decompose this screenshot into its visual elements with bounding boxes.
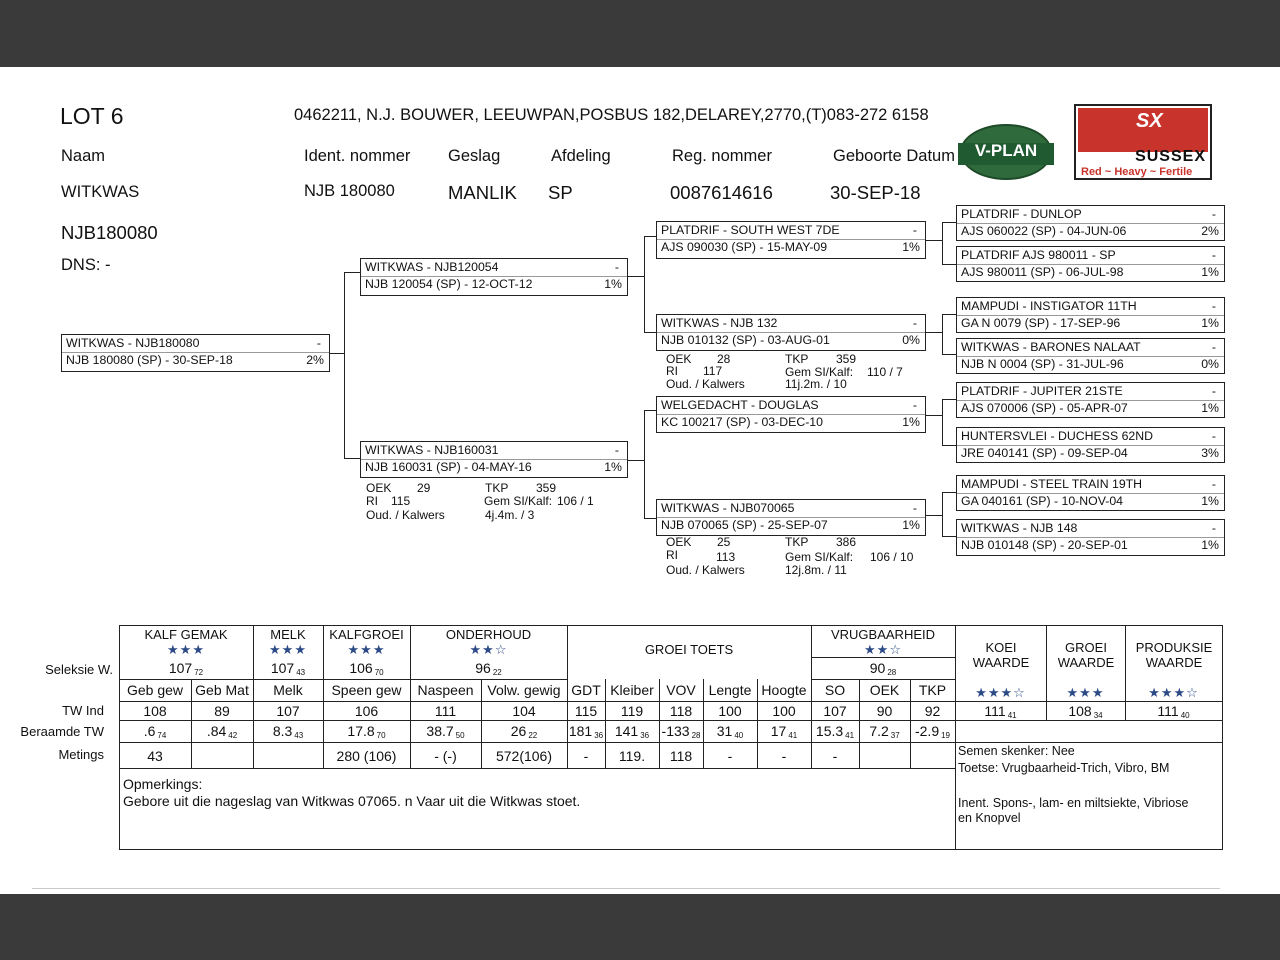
dns-value: DNS: - (61, 256, 111, 274)
beraamde-cell: 141 $_{36}$ (614, 723, 650, 740)
inent-line-2: en Knopvel (958, 811, 1021, 825)
pedigree-gen3-6: HUNTERSVLEI - DUCHESS 62ND - JRE 040141 (SP) - 09-SEP-04 3% (956, 427, 1225, 463)
pedigree-dam-dam: WITKWAS - NJB070065 - NJB 070065 (SP) - 25-SEP-07 1% (656, 499, 926, 536)
pedigree-gen3-2: PLATDRIF AJS 980011 - SP - AJS 980011 (SP) - 06-JUL-98 1% (956, 246, 1225, 282)
twind-cell: 107 (276, 703, 300, 719)
label-reg: Reg. nommer (672, 147, 772, 165)
pedigree-sire: WITKWAS - NJB120054 - NJB 120054 (SP) - 12-OCT-12 1% (360, 258, 628, 296)
col-header: Geb gew (126, 682, 184, 698)
divider (32, 888, 1220, 889)
beraamde-cell: 26 $_{22}$ (510, 723, 538, 740)
twind-cell: 92 (924, 703, 941, 719)
value-naam: WITKWAS (61, 183, 140, 201)
twind-cell: 107 (823, 703, 847, 719)
inent-line-1: Inent. Spons-, lam- en miltsiekte, Vibriose (958, 796, 1189, 810)
pedigree-gen3-8: WITKWAS - NJB 148 - NJB 010148 (SP) - 20-SEP-01 1% (956, 519, 1225, 556)
pedigree-gen3-3: MAMPUDI - INSTIGATOR 11TH - GA N 0079 (SP) - 17-SEP-96 1% (956, 297, 1225, 333)
beraamde-cell: 17.8 $_{70}$ (347, 723, 386, 740)
col-header: SO (824, 682, 846, 698)
col-header: Volw. gewig (487, 682, 561, 698)
seleksie-onderhoud: 96 $_{22}$ (475, 660, 502, 677)
metings-cell: - (583, 748, 589, 764)
beraamde-cell: 31 $_{40}$ (716, 723, 744, 740)
label-ident: Ident. nommer (304, 147, 411, 165)
twind-cell: 115 (574, 703, 598, 719)
label-afdeling: Afdeling (551, 147, 611, 165)
metings-cell: - (727, 748, 733, 764)
group-kalf-gemak: KALF GEMAK ★★★ (144, 627, 228, 657)
col-header: Melk (273, 682, 303, 698)
twind-cell: 106 (354, 703, 379, 719)
stars-produksie: ★★★☆ (1148, 685, 1199, 700)
group-melk: MELK ★★★ (269, 627, 307, 657)
label-geboorte: Geboorte Datum (833, 147, 955, 165)
opmerkings-text: Gebore uit die nageslag van Witkwas 07065. n Vaar uit die Witkwas stoet. (123, 793, 581, 809)
value-afdeling: SP (548, 182, 573, 203)
group-kalfgroei: KALFGROEI ★★★ (329, 627, 404, 657)
value-reg: 0087614616 (670, 182, 773, 203)
group-koei-waarde: KOEI WAARDE (972, 640, 1030, 670)
value-ident: NJB 180080 (304, 182, 395, 200)
seleksie-kalf-gemak: 107 $_{72}$ (168, 660, 204, 677)
beraamde-cell: .84 $_{42}$ (206, 723, 238, 740)
lot-number: LOT 6 (60, 103, 124, 129)
stars-groei: ★★★ (1066, 685, 1105, 700)
pedigree-dam-sire: WELGEDACHT - DOUGLAS - KC 100217 (SP) - 03-DEC-10 1% (656, 396, 926, 433)
twind-cell: 119 (620, 703, 644, 719)
metings-cell: 118 (669, 748, 693, 764)
metings-cell: 43 (147, 748, 163, 764)
beraamde-cell: 38.7 $_{50}$ (426, 723, 465, 740)
beraamde-cell: 8.3 $_{43}$ (272, 723, 304, 740)
twind-cell: 100 (718, 703, 742, 719)
col-header: OEK (869, 682, 900, 698)
metings-cell: - (832, 748, 838, 764)
group-groei-waarde: GROEI WAARDE (1057, 640, 1115, 670)
value-geslag: MANLIK (448, 182, 517, 203)
semen-skenker: Semen skenker: Nee (958, 744, 1075, 758)
stars-koei: ★★★☆ (975, 685, 1026, 700)
beraamde-cell: -2.9 $_{19}$ (914, 723, 951, 740)
twind-produksie: 111 $_{40}$ (1157, 703, 1190, 720)
twind-cell: 108 (143, 703, 167, 719)
col-header: VOV (666, 682, 696, 698)
beraamde-cell: 15.3 $_{41}$ (815, 723, 855, 740)
label-geslag: Geslag (448, 147, 501, 165)
animal-id: NJB180080 (61, 222, 158, 243)
beraamde-cell: 17 $_{41}$ (770, 723, 798, 740)
beraamde-cell: -133 $_{28}$ (661, 723, 701, 740)
col-header: Speen gew (331, 682, 402, 698)
sussex-logo: SX SUSSEX Red ~ Heavy ~ Fertile (1074, 104, 1212, 180)
group-groei-toets: GROEI TOETS (644, 642, 734, 657)
bottom-dark-bar (0, 894, 1280, 960)
pedigree-sire-dam: WITKWAS - NJB 132 - NJB 010132 (SP) - 03-AUG-01 0% (656, 314, 926, 351)
top-dark-bar (0, 0, 1280, 67)
vplan-logo: V-PLAN (960, 124, 1052, 180)
opmerkings-label: Opmerkings: (123, 776, 203, 792)
twind-groei: 108 $_{34}$ (1068, 703, 1103, 720)
group-onderhoud: ONDERHOUD ★★☆ (445, 627, 532, 657)
toetse: Toetse: Vrugbaarheid-Trich, Vibro, BM (958, 761, 1170, 775)
row-label-metings: Metings (58, 747, 104, 762)
label-naam: Naam (61, 147, 106, 165)
row-label-seleksie: Seleksie W. (45, 662, 113, 677)
col-header: GDT (571, 682, 601, 698)
col-header: Kleiber (610, 682, 654, 698)
col-header: Hoogte (761, 682, 807, 698)
twind-cell: 100 (772, 703, 796, 719)
pedigree-sire-sire: PLATDRIF - SOUTH WEST 7DE - AJS 090030 (SP) - 15-MAY-09 1% (656, 221, 926, 259)
metings-cell: - (-) (434, 748, 457, 764)
pedigree-gen3-5: PLATDRIF - JUPITER 21STE - AJS 070006 (SP) - 05-APR-07 1% (956, 382, 1225, 418)
value-geboorte: 30-SEP-18 (830, 182, 921, 203)
col-header: Naspeen (417, 682, 474, 698)
owner-line: 0462211, N.J. BOUWER, LEEUWPAN,POSBUS 182,DELAREY,2770,(T)083-272 6158 (294, 106, 929, 124)
col-header: Geb Mat (195, 682, 249, 698)
pedigree-dam: WITKWAS - NJB160031 - NJB 160031 (SP) - 04-MAY-16 1% (360, 441, 628, 478)
twind-cell: 90 (876, 703, 893, 719)
row-label-twind: TW Ind (62, 703, 104, 718)
pedigree-gen3-4: WITKWAS - BARONES NALAAT - NJB N 0004 (SP) - 31-JUL-96 0% (956, 338, 1225, 374)
twind-cell: 104 (512, 703, 536, 719)
seleksie-kalfgroei: 106 $_{70}$ (349, 660, 384, 677)
group-produksie-waarde: PRODUKSIE WAARDE (1135, 640, 1213, 670)
beraamde-cell: .6 $_{74}$ (143, 723, 167, 740)
twind-cell: 89 (214, 703, 230, 719)
beraamde-cell: 181 $_{36}$ (568, 723, 604, 740)
metings-cell: 119. (618, 748, 646, 764)
metings-cell: 280 (106) (336, 748, 397, 764)
seleksie-melk: 107 $_{43}$ (270, 660, 306, 677)
beraamde-cell: 7.2 $_{37}$ (869, 723, 900, 740)
col-header: TKP (918, 682, 947, 698)
seleksie-vrugbaarheid: 90 $_{28}$ (869, 660, 897, 677)
twind-koei: 111 $_{41}$ (984, 703, 1017, 720)
twind-cell: 111 (434, 703, 457, 719)
col-header: Lengte (708, 682, 752, 698)
metings-cell: - (781, 748, 787, 764)
group-vrugbaarheid: VRUGBAARHEID ★★☆ (830, 627, 936, 657)
twind-cell: 118 (669, 703, 693, 719)
pedigree-gen3-7: MAMPUDI - STEEL TRAIN 19TH - GA 040161 (SP) - 10-NOV-04 1% (956, 475, 1225, 511)
pedigree-subject: WITKWAS - NJB180080 - NJB 180080 (SP) - 30-SEP-18 2% (61, 334, 330, 372)
row-label-beraamde: Beraamde TW (20, 724, 104, 739)
pedigree-gen3-1: PLATDRIF - DUNLOP - AJS 060022 (SP) - 04-JUN-06 2% (956, 205, 1225, 241)
metings-cell: 572(106) (495, 748, 553, 764)
